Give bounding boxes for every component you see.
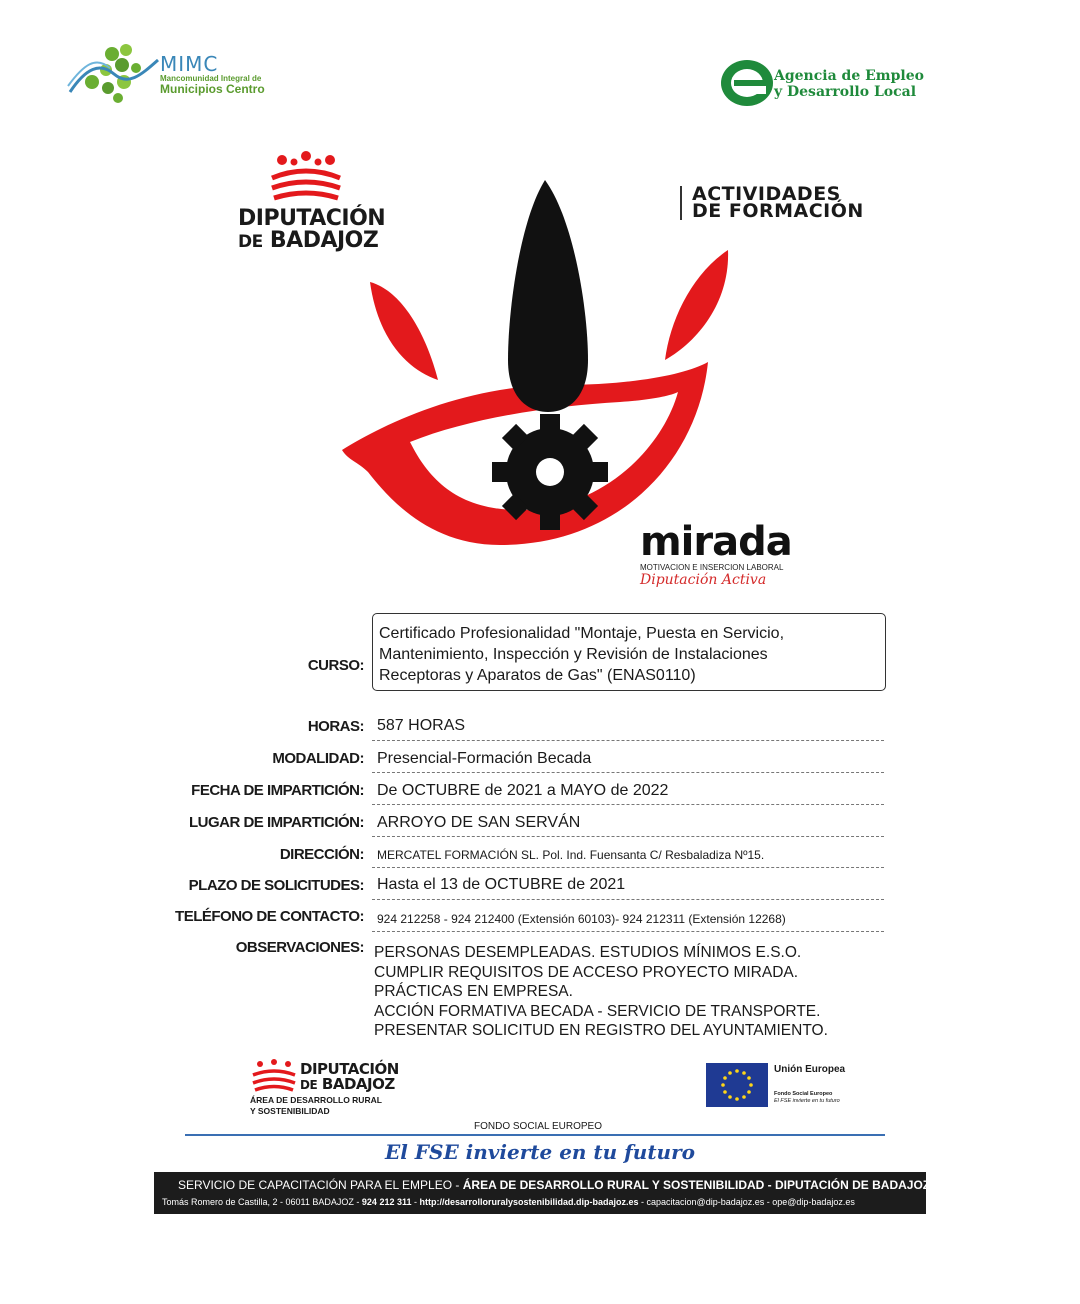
diputacion-de: DE (238, 232, 263, 252)
bar-sep: - (411, 1197, 420, 1207)
bar-phone: 924 212 311 (361, 1197, 412, 1207)
observacion-item: PRESENTAR SOLICITUD EN REGISTRO DEL AYUNTAMIENTO. (374, 1022, 828, 1039)
bar-emails[interactable]: - capacitacion@dip-badajoz.es - ope@dip-badajoz.es (638, 1197, 855, 1207)
diputacion-small-crown-icon (250, 1058, 298, 1094)
plazo-line (372, 899, 884, 900)
footer-dip-line1: DIPUTACIÓN (300, 1060, 399, 1078)
fse-label: FONDO SOCIAL EUROPEO (474, 1121, 602, 1132)
diputacion-line2: BADAJOZ (269, 228, 379, 253)
agencia-line1: Agencia de Empleo (774, 68, 924, 84)
footer-dip-de: DE (300, 1078, 318, 1092)
observaciones-list (374, 943, 828, 1041)
observaciones-label: OBSERVACIONES: (235, 939, 364, 956)
plazo-label: PLAZO DE SOLICITUDES: (188, 877, 364, 894)
curso-line: Certificado Profesionalidad "Montaje, Puesta en Servicio, (379, 625, 785, 642)
horas-line (372, 740, 884, 741)
curso-line: Mantenimiento, Inspección y Revisión de Instalaciones (379, 646, 768, 663)
observacion-item: ACCIÓN FORMATIVA BECADA - SERVICIO DE TRANSPORTE. (374, 1002, 821, 1020)
agencia-e-icon (720, 58, 774, 108)
agencia-line2: y Desarrollo Local (774, 84, 917, 100)
mimc-acronym: MIMC (160, 52, 219, 76)
bar-address: Tomás Romero de Castilla, 2 - 06011 BADAJOZ - (162, 1197, 362, 1207)
direccion-value: MERCATEL FORMACIÓN SL. Pol. Ind. Fuensanta C/ Resbaladiza Nº15. (377, 848, 765, 862)
curso-label: CURSO: (307, 657, 364, 674)
footer-diputacion-wordmark (300, 1062, 399, 1093)
lugar-line (372, 836, 884, 837)
fecha-label: FECHA DE IMPARTICIÓN: (191, 782, 364, 799)
bar-service: SERVICIO DE CAPACITACIÓN PARA EL EMPLEO - (178, 1178, 463, 1192)
area-line1: ÁREA DE DESARROLLO RURAL (250, 1095, 382, 1105)
mirada-signature: Diputación Activa (640, 572, 767, 588)
fse-slogan: El FSE invierte en tu futuro (385, 1140, 695, 1164)
telefono-value: 924 212258 - 924 212400 (Extensión 60103)- 924 212311 (Extensión 12268) (377, 912, 786, 926)
lugar-value: ARROYO DE SAN SERVÁN (377, 814, 581, 831)
observacion-item: PERSONAS DESEMPLEADAS. ESTUDIOS MÍNIMOS E.S.O. (374, 944, 802, 961)
eu-subtext (774, 1091, 840, 1105)
plazo-value: Hasta el 13 de OCTUBRE de 2021 (377, 876, 626, 893)
fecha-value: De OCTUBRE de 2021 a MAYO de 2022 (377, 782, 669, 799)
direccion-label: DIRECCIÓN: (279, 846, 364, 863)
eu-flag-icon (706, 1063, 768, 1107)
mimc-line1: Mancomunidad Integral de (160, 74, 262, 83)
modalidad-label: MODALIDAD: (272, 750, 364, 767)
telefono-line (372, 931, 884, 932)
direccion-line (372, 867, 884, 868)
mirada-eye-illustration (330, 170, 740, 560)
fecha-line (372, 804, 884, 805)
mirada-subtitle: MOTIVACION E INSERCION LABORAL (640, 563, 784, 572)
eu-title: Unión Europea (774, 1064, 846, 1075)
mimc-text (160, 54, 265, 96)
bar-area: ÁREA DE DESARROLLO RURAL Y SOSTENIBILIDAD - DIPUTACIÓN DE BADAJOZ (462, 1178, 931, 1192)
observacion-item: CUMPLIR REQUISITOS DE ACCESO PROYECTO MIRADA. (374, 963, 799, 981)
horas-value: 587 HORAS (377, 717, 466, 734)
eu-sub1: Fondo Social Europeo (774, 1091, 833, 1097)
curso-box (372, 613, 886, 691)
contact-bar-line1 (178, 1178, 930, 1192)
title-line1: ACTIVIDADES (692, 183, 841, 205)
area-line2: Y SOSTENIBILIDAD (250, 1106, 330, 1116)
footer-dip-line2: BADAJOZ (321, 1075, 395, 1093)
curso-line: Receptoras y Aparatos de Gas" (ENAS0110) (379, 667, 696, 684)
telefono-label: TELÉFONO DE CONTACTO: (175, 908, 364, 925)
contact-bar (154, 1172, 931, 1214)
horas-label: HORAS: (307, 718, 364, 735)
bar-website-link[interactable]: http://desarrolloruralysostenibilidad.dip-badajoz.es (419, 1197, 639, 1207)
fse-divider (185, 1134, 885, 1136)
mirada-wordmark: mirada (640, 519, 792, 565)
contact-bar-line2 (162, 1197, 855, 1207)
lugar-label: LUGAR DE IMPARTICIÓN: (188, 814, 364, 831)
observacion-item: PRÁCTICAS EN EMPRESA. (374, 983, 573, 1000)
modalidad-line (372, 772, 884, 773)
modalidad-value: Presencial-Formación Becada (377, 750, 592, 767)
diputacion-line1: DIPUTACIÓN (238, 206, 386, 231)
mimc-line2: Municipios Centro (160, 82, 265, 96)
eu-sub2: El FSE invierte en tu futuro (774, 1098, 840, 1104)
footer-area-text (250, 1095, 382, 1117)
mimc-emblem-icon (66, 40, 161, 106)
title-line2: DE FORMACIÓN (692, 200, 864, 222)
agencia-text (774, 68, 924, 100)
